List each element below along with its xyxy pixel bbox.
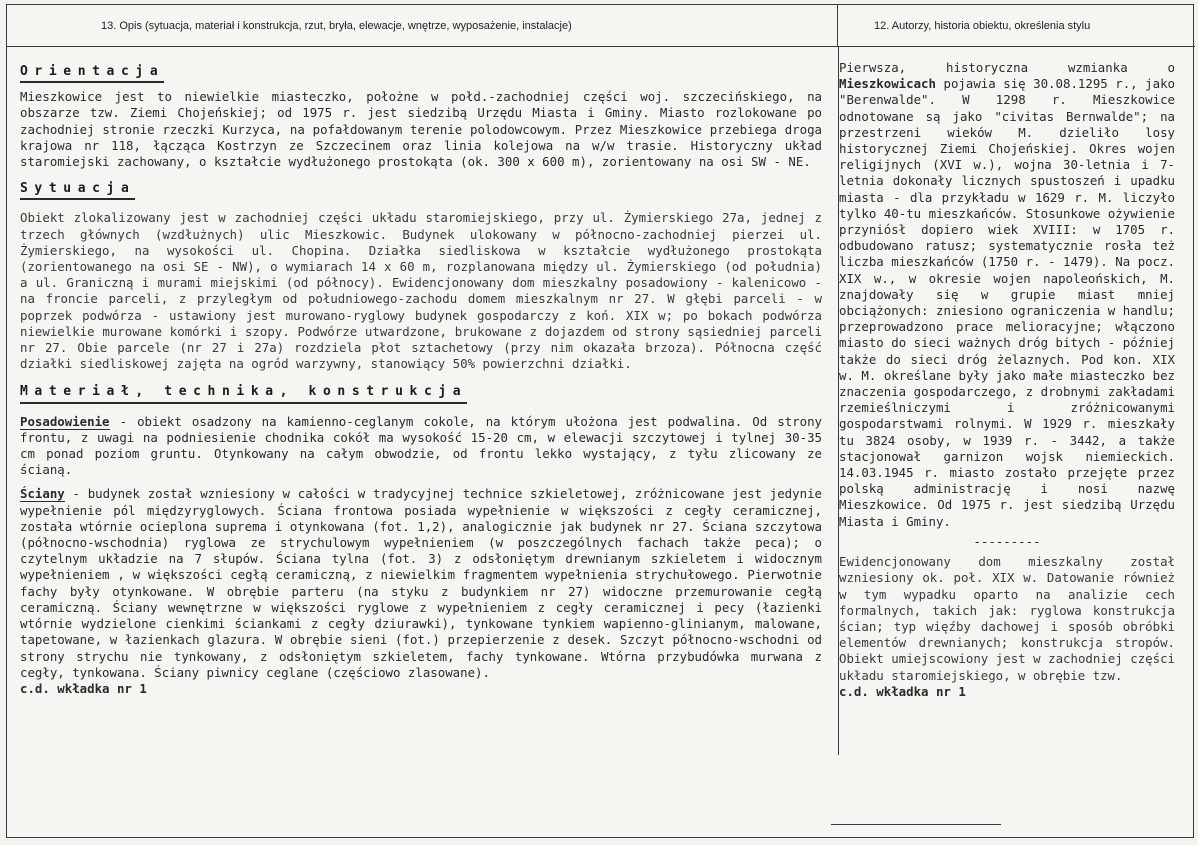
heading-sytuacja: Sytuacja — [20, 181, 135, 200]
posadowienie-text: - obiekt osadzony na kamienno-ceglanym cokole, na którym ułożona jest podwalina. Od strony frontu, z uwagi na podniesienie chodnika cokół ma wysokość 15-20 cm, w elewacji szczytowej i tylnej 30-35 cm ponad poziom gruntu. Otynkowany na całym obwodzie, od frontu lekko wystający, z tyłu zlicowany ze ścianą. — [20, 413, 822, 478]
sciany-paragraph — [20, 486, 822, 680]
history-text — [839, 60, 1175, 530]
separator: --------- — [973, 533, 1041, 549]
orientacja-text: Mieszkowice jest to niewielkie miasteczko, położne w połd.-zachodniej części woj. szczecińskiego, na obszarze tzw. Ziemi Chojeńskiej; od 1975 r. jest siedzibą Urzędu Miasta i Gminy. Miasto rozlokowane po zachodniej stronie rzeczki Kurzyca, na pofałdowanym terenie polodowcowym. Przez Mieszkowice przebiega droga krajowa nr 118, łącząca Kostrzyn ze Szczecinem oraz linia kolejowa na w/w trasie. Historyczny układ staromiejski zachowany, o kształcie wydłużonego prostokąta (ok. 300 x 600 m), zorientowany na osi SW - NE. — [20, 89, 822, 170]
heading-orientacja: Orientacja — [20, 64, 164, 83]
history-bold-name: Mieszkowicach — [839, 76, 936, 92]
continuation-note-right: c.d. wkładka nr 1 — [839, 683, 966, 699]
section-13-header: 13. Opis (sytuacja, materiał i konstrukcja, rzut, bryła, elewacje, wnętrze, wyposażenie, instalacje) — [7, 5, 838, 47]
bottom-rule — [831, 824, 1001, 825]
heading-material: Materiał, technika, konstrukcja — [20, 384, 467, 403]
posadowienie-paragraph — [20, 414, 822, 479]
history-column — [839, 60, 1175, 700]
description-column — [20, 60, 822, 697]
sytuacja-text: Obiekt zlokalizowany jest w zachodniej części układu staromiejskiego, przy ul. Żymierskiego 27a, jednej z trzech głównych (wzdłużnych) ulic Mieszkowic. Budynek ulokowany w północno-zachodniej pierzei ul. Żymierskiego, na wysokości ul. Chopina. Działka siedliskowa w kształcie wydłużonego prostokąta (zorientowanego na osi SE - NW), o wymiarach 14 x 60 m, rozplanowana między ul. Żymierskiego (od południa) a ul. Graniczną i murami miejskimi (od północy). Ewidencjonowany dom mieszkalny posadowiony - kalenicowo - na froncie parceli, z przyległym od południowego-zachodu domem mieszkalnym nr 27. W głębi parceli - w poprzek podwórza - ustawiony jest murowano-ryglowy budynek gospodarczy z koń. XIX w; po bokach podwórza niewielkie murowane komórki i szopy. Podwórze utwardzone, brukowane z dojazdem od strony sąsiedniej parceli nr 27. Obie parcele (nr 27 i 27a) rozdziela płot sztachetowy (przy nim okazała brzoza). Północna część działki siedliskowej zajęta na ogród warzywny, stanowiący 50% powierzchni działki. — [20, 210, 822, 372]
sciany-label: Ściany — [20, 486, 65, 502]
posadowienie-label: Posadowienie — [20, 413, 110, 429]
history-intro: Pierwsza, historyczna wzmianka o — [839, 60, 1175, 75]
history-body: pojawia się 30.08.1295 r., jako "Berenwalde". W 1298 r. Mieszkowice odnotowane są jako "civitas Bernwalde"; na przestrzeni wieków M. dzieliło losy historycznej Ziemi Chojeńskiej. Okres wojen religijnych (XVI w.), wojna 30-letnia i 7-letnia dokonały licznych spustoszeń i upadku miasta - dla przykładu w 1629 r. M. liczyło tylko 40-tu mieszkańców. Stosunkowe ożywienie przyniósł dopiero wiek XVIII: w 1705 r. odbudowano ratusz; systematycznie rosła też liczba mieszkańców (1750 r. - 1479). Na pocz. XIX w., w okresie wojen napoleońskich, M. znajdowały się w grupie miast mniej obciążonych: zniesiono ograniczenia w handlu; przeprowadzono prace melioracyjne; włączono miasto do sieci ważnych dróg bitych - później także do sieci dróg żelaznych. Pod kon. XIX w. M. określane były jako małe miasteczko bez znaczenia gospodarczego, z drobnymi zakładami rzemieślniczymi i zróżnicowanymi gospodarstwami rolnymi. W 1929 r. mieszkały tu 3824 osoby, w 1939 r. - 3442, a także stacjonował garnizon wojsk niemieckich. 14.03.1945 r. miasto zostało przejęte przez polską administrację i nosi nazwę Mieszkowice. Od 1975 r. jest siedzibą Urzędu Miasta i Gminy. — [839, 76, 1175, 529]
section-12-header: 12. Autorzy, historia obiektu, określenia stylu — [838, 5, 1195, 47]
dating-text: Ewidencjonowany dom mieszkalny został wzniesiony ok. poł. XIX w. Datowanie również w tym wypadku oparto na analizie cech formalnych, takich jak: ryglowa konstrukcja ścian; typ więźby dachowej i sposób obróbki elementów drewnianych; konstrukcja stropów. Obiekt umiejscowiony jest w zachodniej części układu staromiejskiego, w obrębie tzw. — [839, 554, 1175, 683]
continuation-note-left: c.d. wkładka nr 1 — [20, 680, 147, 696]
sciany-text: - budynek został wzniesiony w całości w tradycyjnej technice szkieletowej, zróżnicowane jest jedynie wypełnienie pól międzyryglowych. Ściana frontowa posiada wypełnienie w większości z cegły ceramicznej, została wtórnie ocieplona suprema i otynkowana (fot. 1,2), analogicznie jak budynek nr 27. Ściana szczytowa (północno-wschodnia) ryglowa ze strychulowym wypełnieniem (w poszczególnych fachach także peca); o czytelnym układzie na 7 słupów. Ściana tylna (fot. 3) z odsłoniętym drewnianym szkieletem i widocznym wypełnieniem , w większości cegłą ceramiczną, z niewielkim fragmentem wypełnienia strychułowego. Pierwotnie fachy były otynkowane. W obrębie parteru (na styku z budynkiem nr 27) widoczne przemurowanie cegłą ceramiczną. Ściany wewnętrzne w większości ryglowe z wypełnieniem z cegły ceramicznej i pecy (łazienki wtórnie wydzielone cienkimi ściankami z cegły dziurawki), tynkowane tynkiem wapienno-glinianym, malowane, tapetowane, w łazienkach glazura. W obrębie sieni (fot.) przepierzenie z desek. Szczyt północno-wschodni od strony strychu nie tynkowany, z odsłoniętym szkieletem, fachy tynkowane. Wtórna przybudówka murwana z cegły, tynkowana. Ściany piwnicy ceglane (częściowo zlasowane). — [20, 486, 822, 680]
